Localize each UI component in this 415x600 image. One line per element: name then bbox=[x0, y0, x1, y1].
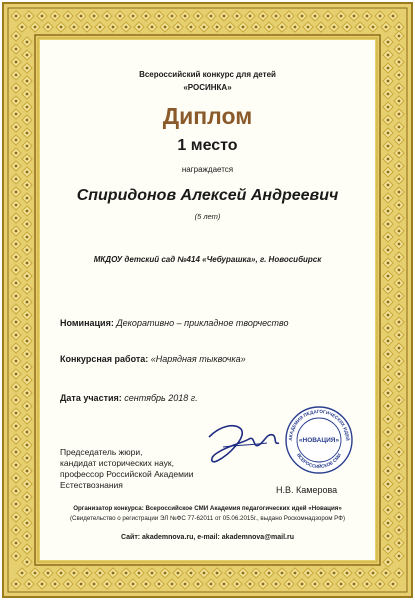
signature-image bbox=[203, 415, 283, 467]
signatory-line-1: Председатель жюри, bbox=[60, 447, 143, 457]
seal-ring-top: АКАДЕМИЯ ПЕДАГОГИЧЕСКИХ ИДЕЙ bbox=[287, 408, 351, 441]
date-value: сентябрь 2018 г. bbox=[124, 393, 198, 403]
recipient-name: Спиридонов Алексей Андреевич bbox=[76, 187, 339, 204]
nomination-label: Номинация: bbox=[60, 318, 114, 328]
date-label: Дата участия: bbox=[60, 393, 122, 403]
place-text: 1 место bbox=[177, 137, 238, 154]
work-value: «Нарядная тыквочка» bbox=[150, 354, 246, 364]
work-label: Конкурсная работа: bbox=[60, 354, 149, 364]
contacts-text: Сайт: akademnova.ru, e-mail: akademnova@mail.ru bbox=[121, 534, 294, 541]
organization-seal bbox=[284, 405, 354, 475]
registration-text: (Свидетельство о регистрации ЭЛ №ФС 77-62011 от 05.06.2015г., выдано Роскомнадзором РФ) bbox=[69, 515, 346, 522]
seal-center-text: «НОВАЦИЯ» bbox=[298, 437, 340, 444]
awarded-text: награждается bbox=[181, 165, 234, 174]
signatory-line-4: Естествознания bbox=[60, 480, 123, 490]
recipient-age: (5 лет) bbox=[194, 212, 221, 221]
signatory-line-2: кандидат исторических наук, bbox=[60, 458, 174, 468]
contest-line: Всероссийский конкурс для детей bbox=[139, 70, 276, 79]
nomination-value: Декоративно – прикладное творчество bbox=[116, 318, 289, 328]
diploma-title: Диплом bbox=[162, 103, 253, 129]
signatory-line-3: профессор Российской Академии bbox=[60, 469, 194, 479]
organizer-text: Организатор конкурса: Всероссийское СМИ Академия педагогических идей «Новация» bbox=[73, 505, 342, 512]
seal-ring-bottom: ВСЕРОССИЙСКОЕ СМИ bbox=[295, 452, 343, 470]
signatory-name: Н.В. Камерова bbox=[276, 485, 338, 495]
contest-name: «РОСИНКА» bbox=[183, 83, 232, 92]
institution-text: МКДОУ детский сад №414 «Чебурашка», г. Новосибирск bbox=[93, 255, 322, 264]
